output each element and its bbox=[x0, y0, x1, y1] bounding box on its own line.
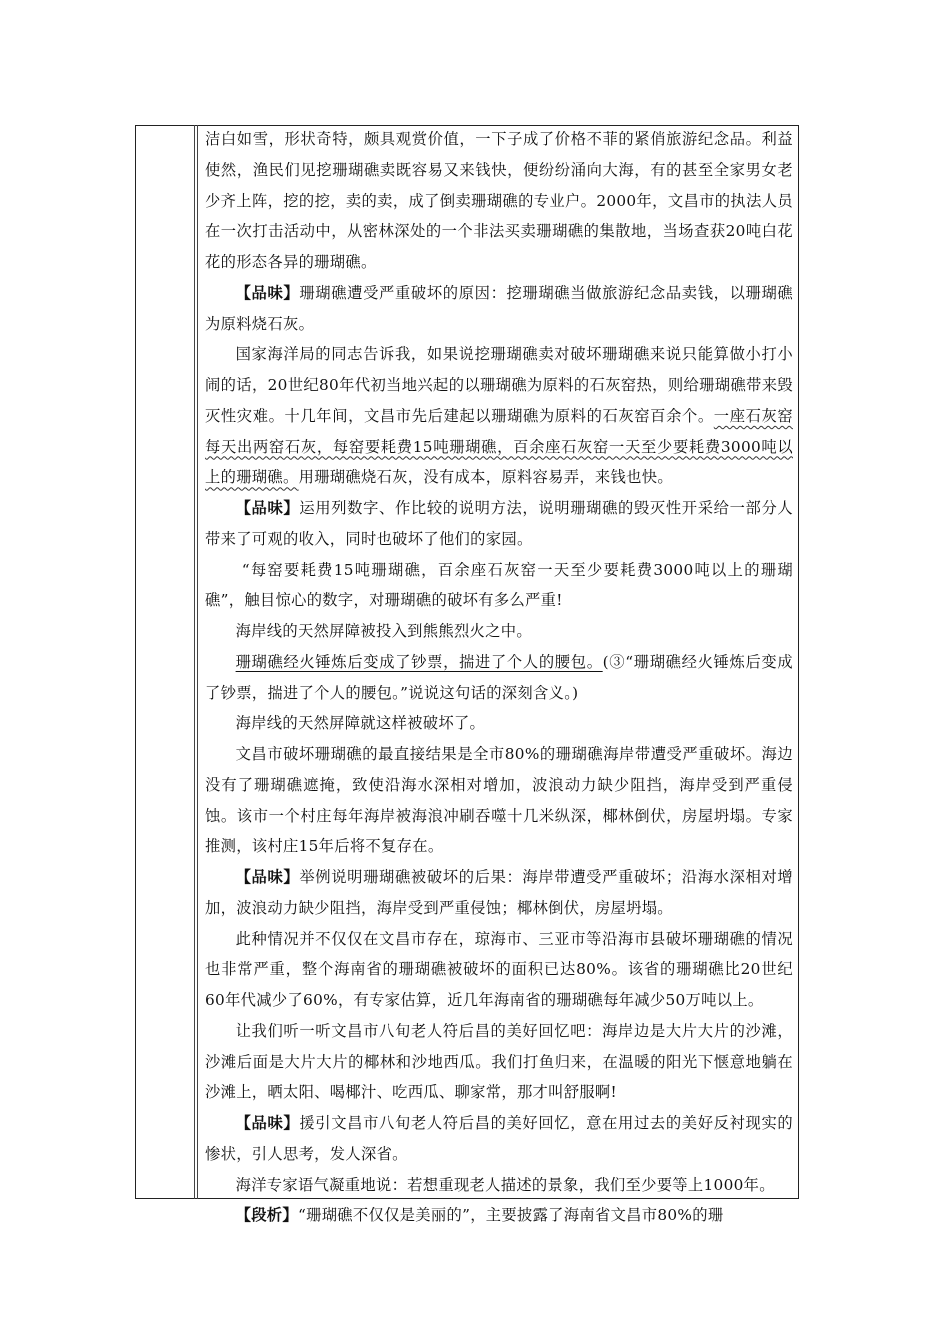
paragraph: 文昌市破坏珊瑚礁的最直接结果是全市80%的珊瑚礁海岸带遭受严重破坏。海边没有了珊瑚礁遮掩，致使沿海水深相对增加，波浪动力缺少阻挡，海岸受到严重侵蚀。该市一个村庄每年海岸被海浪冲刷吞噬十几米纵深，椰林倒伏，房屋坍塌。专家推测，该村庄15年后将不复存在。 bbox=[205, 745, 793, 856]
paragraph: 海岸线的天然屏障就这样被破坏了。 bbox=[235, 714, 486, 733]
analysis-text: 举例说明珊瑚礁被破坏的后果：海岸带遭受严重破坏；沿海水深相对增加，波浪动力缺少阻挡，海岸受到严重侵蚀；椰林倒伏，房屋坍塌。 bbox=[205, 868, 793, 917]
paragraph: 此种情况并不仅仅在文昌市存在，琼海市、三亚市等沿海市县破坏珊瑚礁的情况也非常严重，整个海南省的珊瑚礁被破坏的面积已达80%。该省的珊瑚礁比20世纪60年代减少了60%，有专家估算，近几年海南省的珊瑚礁每年减少50万吨以上。 bbox=[205, 929, 793, 1009]
question-paragraph bbox=[205, 647, 793, 709]
analysis-tag: 【品味】 bbox=[235, 499, 300, 517]
paragraph: “每窑要耗费15吨珊瑚礁，百余座石灰窑一天至少要耗费3000吨以上的珊瑚礁”，触目惊心的数字，对珊瑚礁的破坏有多么严重! bbox=[205, 560, 794, 610]
analysis-text: 运用列数字、作比较的说明方法，说明珊瑚礁的毁灭性开采给一部分人带来了可观的收入，同时也破坏了他们的家园。 bbox=[205, 499, 793, 548]
analysis-tag: 【品味】 bbox=[235, 283, 300, 302]
analysis-paragraph bbox=[205, 862, 793, 924]
table-column-divider bbox=[194, 125, 195, 1199]
analysis-paragraph bbox=[205, 278, 793, 340]
underlined-sentence: 珊瑚礁经火锤炼后变成了钞票，揣进了个人的腰包。 bbox=[235, 652, 603, 671]
paragraph: 海岸线的天然屏障被投入到熊熊烈火之中。 bbox=[235, 622, 532, 640]
section-analysis-paragraph bbox=[205, 1200, 793, 1231]
section-analysis-tag: 【段析】 bbox=[235, 1206, 298, 1225]
question-text: (③“珊瑚礁经火锤炼后变成了钞票，揣进了个人的腰包。”说说这句话的深刻含义。) bbox=[205, 652, 793, 702]
paragraph: 海洋专家语气凝重地说：若想重现老人描述的景象，我们至少要等上1000年。 bbox=[235, 1175, 775, 1194]
section-analysis-text: “珊瑚礁不仅仅是美丽的”，主要披露了海南省文昌市80%的珊 bbox=[297, 1206, 724, 1225]
underlined-sentence: 一座石灰窑每天出两窑石灰，每窑要耗费15吨珊瑚礁，百余座石灰窑一天至少要耗费3000吨以上的珊瑚礁。 bbox=[205, 406, 793, 487]
analysis-text: 援引文昌市八旬老人符后昌的美好回忆，意在用过去的美好反衬现实的惨状，引人思考，发人深省。 bbox=[205, 1114, 793, 1163]
table-content-cell bbox=[205, 124, 793, 1231]
paragraph: 洁白如雪，形状奇特，颇具观赏价值，一下子成了价格不菲的紧俏旅游纪念品。利益使然，渔民们见挖珊瑚礁卖既容易又来钱快，便纷纷涌向大海，有的甚至全家男女老少齐上阵，挖的挖，卖的卖，成了倒卖珊瑚礁的专业户。2000年，文昌市的执法人员在一次打击活动中，从密林深处的一个非法买卖珊瑚礁的集散地，当场查获20吨白花花的形态各异的珊瑚礁。 bbox=[205, 130, 793, 271]
analysis-paragraph bbox=[205, 1108, 793, 1170]
table-column-divider bbox=[197, 125, 198, 1199]
analysis-paragraph bbox=[205, 493, 793, 555]
paragraph-text: 用珊瑚礁烧石灰，没有成本，原料容易弄，来钱也快。 bbox=[298, 468, 673, 487]
analysis-text: 珊瑚礁遭受严重破坏的原因：挖珊瑚礁当做旅游纪念品卖钱，以珊瑚礁为原料烧石灰。 bbox=[205, 283, 793, 333]
analysis-tag: 【品味】 bbox=[235, 868, 300, 886]
paragraph: 让我们听一听文昌市八旬老人符后昌的美好回忆吧：海岸边是大片大片的沙滩，沙滩后面是大片大片的椰林和沙地西瓜。我们打鱼归来，在温暖的阳光下惬意地躺在沙滩上，晒太阳、喝椰汁、吃西瓜、聊家常，那才叫舒服啊! bbox=[205, 1021, 793, 1102]
paragraph-text: 国家海洋局的同志告诉我，如果说挖珊瑚礁卖对破坏珊瑚礁来说只能算做小打小闹的话，20世纪80年代初当地兴起的以珊瑚礁为原料的石灰窑热，则给珊瑚礁带来毁灭性灾难。十几年间，文昌市先后建起以珊瑚礁为原料的石灰窑百余个。 bbox=[205, 345, 793, 425]
analysis-tag: 【品味】 bbox=[235, 1114, 300, 1132]
paragraph bbox=[205, 339, 793, 493]
